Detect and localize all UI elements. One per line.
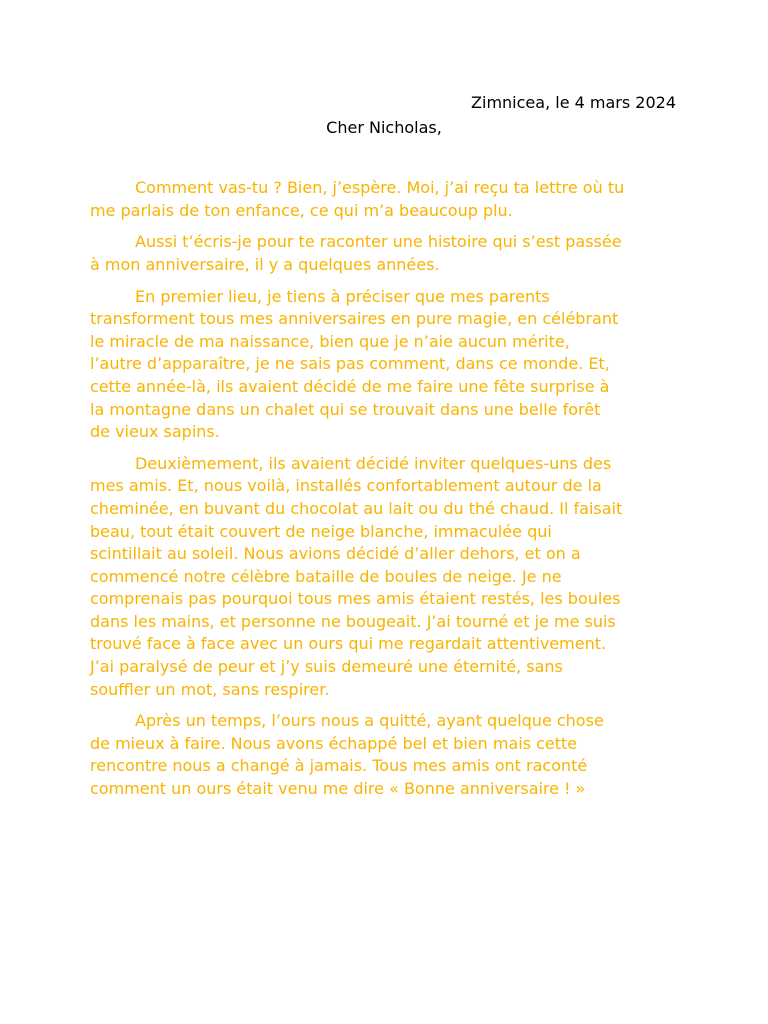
paragraph-line: l’autre d’apparaître, je ne sais pas comment, dans ce monde. Et,	[90, 354, 610, 374]
paragraph-line: cette année-là, ils avaient décidé de me faire une fête surprise à	[90, 376, 610, 396]
letter-paragraph	[90, 286, 678, 444]
paragraph-line: scintillait au soleil. Nous avions décidé d’aller dehors, et on a	[90, 544, 581, 564]
paragraph-line: Après un temps, l’ours nous a quitté, ayant quelque chose	[135, 711, 604, 731]
letter-salutation: Cher Nicholas,	[326, 117, 442, 137]
paragraph-line: beau, tout était couvert de neige blanche, immaculée qui	[90, 521, 552, 541]
paragraph-line: comprenais pas pourquoi tous mes amis étaient restés, les boules	[90, 589, 621, 609]
paragraph-line: de mieux à faire. Nous avons échappé bel et bien mais cette	[90, 733, 578, 753]
letter-paragraph	[90, 231, 678, 276]
letter-paragraph	[90, 453, 678, 702]
paragraph-line: la montagne dans un chalet qui se trouvait dans une belle forêt	[90, 399, 601, 419]
paragraph-line: Comment vas-tu ? Bien, j’espère. Moi, j’ai reçu ta lettre où tu	[135, 178, 625, 198]
paragraph-line: commencé notre célèbre bataille de boules de neige. Je ne	[90, 566, 562, 586]
paragraph-line: Deuxièmement, ils avaient décidé inviter quelques-uns des	[135, 453, 612, 473]
letter-date: Zimnicea, le 4 mars 2024	[471, 93, 676, 112]
paragraph-line: à mon anniversaire, il y a quelques années.	[90, 254, 440, 274]
paragraph-line: trouvé face à face avec un ours qui me regardait attentivement.	[90, 634, 607, 654]
paragraph-line: mes amis. Et, nous voilà, installés confortablement autour de la	[90, 476, 602, 496]
paragraph-line: cheminée, en buvant du chocolat au lait ou du thé chaud. Il faisait	[90, 498, 623, 518]
letter-body	[90, 177, 678, 800]
paragraph-line: transforment tous mes anniversaires en pure magie, en célébrant	[90, 309, 619, 329]
letter-paragraph	[90, 710, 678, 800]
paragraph-line: En premier lieu, je tiens à préciser que mes parents	[135, 286, 550, 306]
paragraph-line: Aussi t’écris-je pour te raconter une histoire qui s’est passée	[135, 232, 622, 252]
paragraph-line: J’ai paralysé de peur et j’y suis demeuré une éternité, sans	[90, 657, 563, 677]
paragraph-line: souffler un mot, sans respirer.	[90, 679, 330, 699]
paragraph-line: rencontre nous a changé à jamais. Tous mes amis ont raconté	[90, 756, 588, 776]
letter-paragraph	[90, 177, 678, 222]
paragraph-line: me parlais de ton enfance, ce qui m’a beaucoup plu.	[90, 200, 513, 220]
paragraph-line: dans les mains, et personne ne bougeait. J’ai tourné et je me suis	[90, 611, 616, 631]
paragraph-line: de vieux sapins.	[90, 422, 220, 442]
paragraph-line: comment un ours était venu me dire « Bonne anniversaire ! »	[90, 779, 586, 799]
paragraph-line: le miracle de ma naissance, bien que je n’aie aucun mérite,	[90, 331, 570, 351]
